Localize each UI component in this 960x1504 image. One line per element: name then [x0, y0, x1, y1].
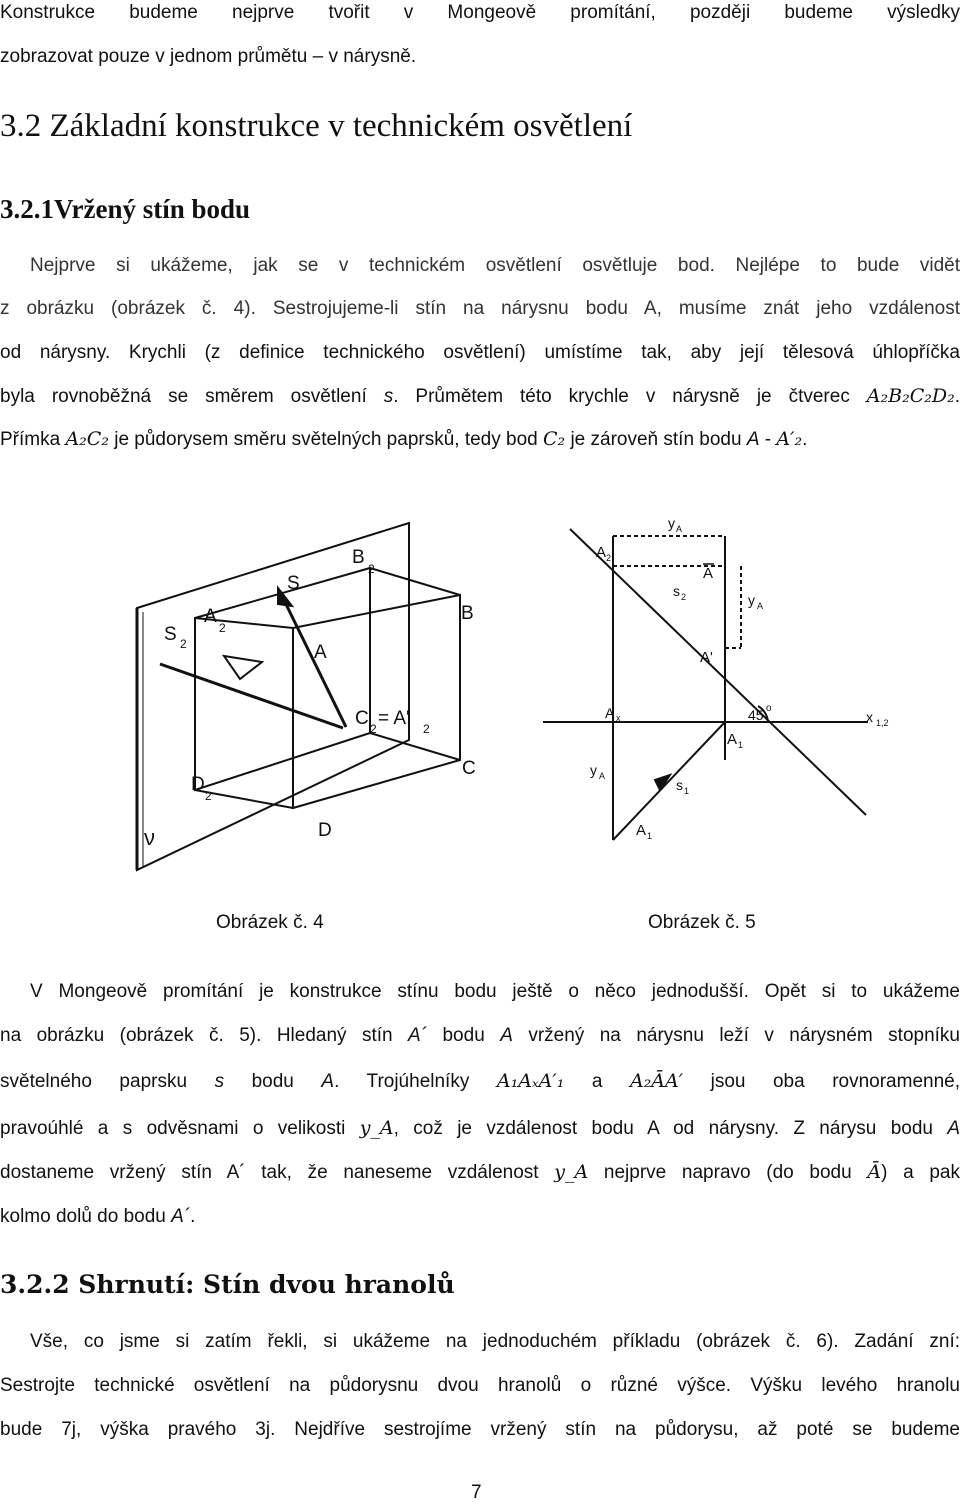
- svg-text:S: S: [164, 624, 177, 645]
- figure-4-caption: Obrázek č. 4: [216, 912, 324, 933]
- svg-text:45: 45: [748, 707, 764, 723]
- svg-text:2: 2: [205, 789, 212, 803]
- svg-text:A: A: [703, 565, 714, 582]
- p2-line-2: na obrázku (obrázek č. 5). Hledaný stín A´ bodu A vržený na nárysnu leží v nárysném stopníku: [0, 1025, 960, 1046]
- svg-text:A: A: [676, 524, 683, 534]
- svg-text:A': A': [700, 649, 713, 666]
- svg-text:2: 2: [606, 553, 612, 563]
- p2-line-3: světelného paprsku s bodu A. Trojúhelníky A₁AₓA′₁ a A₂ĀA′ jsou oba rovnoramenné,: [0, 1070, 960, 1092]
- svg-text:y: y: [590, 762, 597, 778]
- intro-line-2: zobrazovat pouze v jednom průmětu – v nárysně.: [0, 46, 417, 67]
- p3-line-2: Sestrojte technické osvětlení na půdorysnu dvou hranolů o různé výšce. Výšku levého hranolu: [0, 1375, 960, 1396]
- svg-text:A: A: [314, 642, 327, 663]
- svg-text:A: A: [636, 822, 647, 839]
- svg-text:C: C: [462, 758, 476, 779]
- svg-text:D: D: [191, 774, 205, 795]
- svg-text:y: y: [668, 515, 675, 531]
- p1-line-4: byla rovnoběžná se směrem osvětlení s. Průmětem této krychle v nárysně je čtverec A₂B₂C₂D₂.: [0, 385, 960, 407]
- svg-text:2: 2: [180, 637, 187, 651]
- svg-text:o: o: [766, 703, 772, 714]
- p1-line-1: Nejprve si ukážeme, jak se v technickém osvětlení osvětluje bod. Nejlépe to bude vidět: [30, 255, 960, 276]
- p1-line-2: z obrázku (obrázek č. 4). Sestrojujeme-li stín na nárysnu bodu A, musíme znát jeho vzdálenost: [0, 298, 960, 319]
- svg-text:x: x: [866, 709, 873, 725]
- svg-text:2: 2: [368, 562, 375, 576]
- svg-text:2: 2: [681, 592, 687, 602]
- svg-text:ν: ν: [144, 825, 155, 850]
- svg-text:A: A: [605, 705, 615, 721]
- svg-text:y: y: [748, 592, 755, 608]
- svg-text:B: B: [461, 603, 474, 624]
- svg-text:C: C: [355, 708, 369, 729]
- svg-text:1: 1: [684, 786, 690, 796]
- svg-text:B: B: [352, 547, 365, 568]
- page-number: 7: [471, 1482, 482, 1503]
- svg-text:A: A: [757, 601, 764, 611]
- p2-line-6: kolmo dolů do bodu A´.: [0, 1206, 196, 1227]
- p1-line-5: Přímka A₂C₂ je půdorysem směru světelných paprsků, tedy bod C₂ je zároveň stín bodu A - A′₂.: [0, 428, 808, 450]
- svg-text:D: D: [318, 820, 332, 841]
- svg-text:2: 2: [219, 621, 226, 635]
- svg-text:S: S: [287, 573, 300, 594]
- p1-line-3: od nárysny. Krychli (z definice technického osvětlení) umístíme tak, aby její tělesová úhlopříčka: [0, 342, 960, 363]
- svg-text:1,2: 1,2: [876, 718, 889, 728]
- subsection-heading-2: 3.2.2 Shrnutí: Stín dvou hranolů: [0, 1270, 455, 1299]
- svg-text:x: x: [616, 713, 621, 723]
- svg-text:A: A: [204, 606, 217, 627]
- figure-5-caption: Obrázek č. 5: [648, 912, 756, 933]
- svg-text:2: 2: [370, 722, 377, 736]
- intro-line-1: Konstrukce budeme nejprve tvořit v Mongeově promítání, později budeme výsledky: [0, 2, 960, 23]
- svg-text:s: s: [673, 583, 680, 599]
- svg-text:s: s: [676, 777, 683, 793]
- p2-line-5: dostaneme vržený stín A´ tak, že naneseme vzdálenost y_A nejprve napravo (do bodu Ā) a pak: [0, 1161, 960, 1183]
- ray-s1: [613, 722, 725, 840]
- p2-line-1: V Mongeově promítání je konstrukce stínu bodu ještě o něco jednodušší. Opět si to ukážeme: [30, 981, 960, 1002]
- svg-text:1: 1: [738, 740, 744, 750]
- math-square: A₂B₂C₂D₂: [866, 385, 955, 407]
- svg-text:A: A: [596, 544, 607, 561]
- p3-line-3: bude 7j, výška pravého 3j. Nejdříve sestrojíme vržený stín na půdorysu, až poté se budeme: [0, 1419, 960, 1440]
- p3-line-1: Vše, co jsme si zatím řekli, si ukážeme na jednoduchém příkladu (obrázek č. 6). Zadání zní:: [30, 1331, 960, 1352]
- p2-line-4: pravoúhlé a s odvěsnami o velikosti y_A, což je vzdálenost bodu A od nárysny. Z nárysu bodu A: [0, 1117, 960, 1139]
- subsection-heading-1: 3.2.1Vržený stín bodu: [0, 194, 251, 224]
- svg-text:A: A: [599, 771, 606, 781]
- svg-text:2: 2: [423, 722, 430, 736]
- ray-s2: [570, 529, 866, 815]
- svg-text:= A': = A': [378, 708, 410, 729]
- section-heading: 3.2 Základní konstrukce v technickém osvětlení: [0, 108, 633, 144]
- svg-text:1: 1: [647, 831, 653, 841]
- svg-text:A: A: [727, 731, 738, 748]
